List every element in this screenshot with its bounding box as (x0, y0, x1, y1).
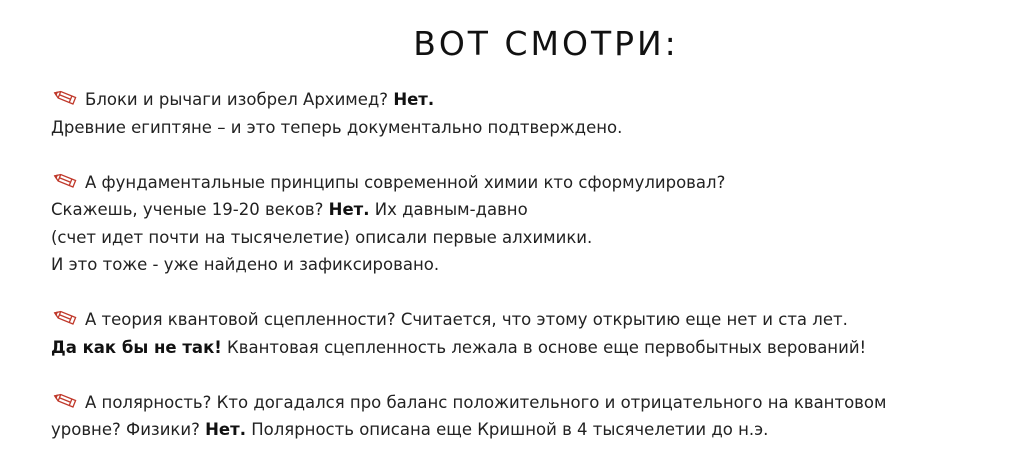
pencil-icon (51, 88, 79, 106)
pencil-icon (51, 171, 79, 189)
text-line (51, 251, 1011, 279)
text-line (51, 416, 1011, 444)
line-after: Их давным-давно (369, 200, 528, 219)
line-text: Блоки и рычаги изобрел Архимед? (85, 90, 394, 109)
line-text: А полярность? Кто догадался про баланс положительного и отрицательного на квантовом (85, 392, 887, 412)
pencil-icon (51, 308, 79, 326)
text-line (51, 389, 1011, 417)
text-line (51, 169, 1011, 197)
list-item (51, 389, 1011, 444)
text-line (51, 114, 1011, 142)
line-text: А теория квантовой сцепленности? Считается, что этому открытию еще нет и ста лет. (85, 310, 848, 329)
text-line (51, 334, 1011, 362)
text-line (51, 86, 1011, 114)
line-text: И это тоже - уже найдено и зафиксировано. (51, 255, 440, 274)
list-item (51, 86, 1011, 141)
line-text: Древние египтяне – и это теперь документально подтверждено. (51, 117, 623, 137)
page-title: ВОТ СМОТРИ: (413, 24, 679, 63)
article-body (51, 86, 1011, 471)
text-line (51, 224, 1011, 252)
line-after: Полярность описана еще Кришной в 4 тысячелетии до н.э. (245, 420, 769, 439)
line-bold: Нет. (328, 200, 370, 219)
pencil-icon (51, 391, 79, 409)
list-item (51, 306, 1011, 361)
text-line (51, 196, 1011, 224)
line-text: А фундаментальные принципы современной химии кто сформулировал? (85, 172, 726, 192)
line-text: Скажешь, ученые 19-20 веков? (51, 200, 329, 219)
line-text: (счет идет почти на тысячелетие) описали первые алхимики. (51, 227, 593, 247)
line-text: уровне? Физики? (51, 420, 206, 439)
text-line (51, 306, 1011, 334)
list-item (51, 169, 1011, 279)
line-after: Квантовая сцепленность лежала в основе еще первобытных верований! (221, 337, 867, 357)
line-bold: Да как бы не так! (51, 337, 222, 357)
line-bold: Нет. (205, 420, 246, 439)
line-bold: Нет. (393, 90, 435, 109)
